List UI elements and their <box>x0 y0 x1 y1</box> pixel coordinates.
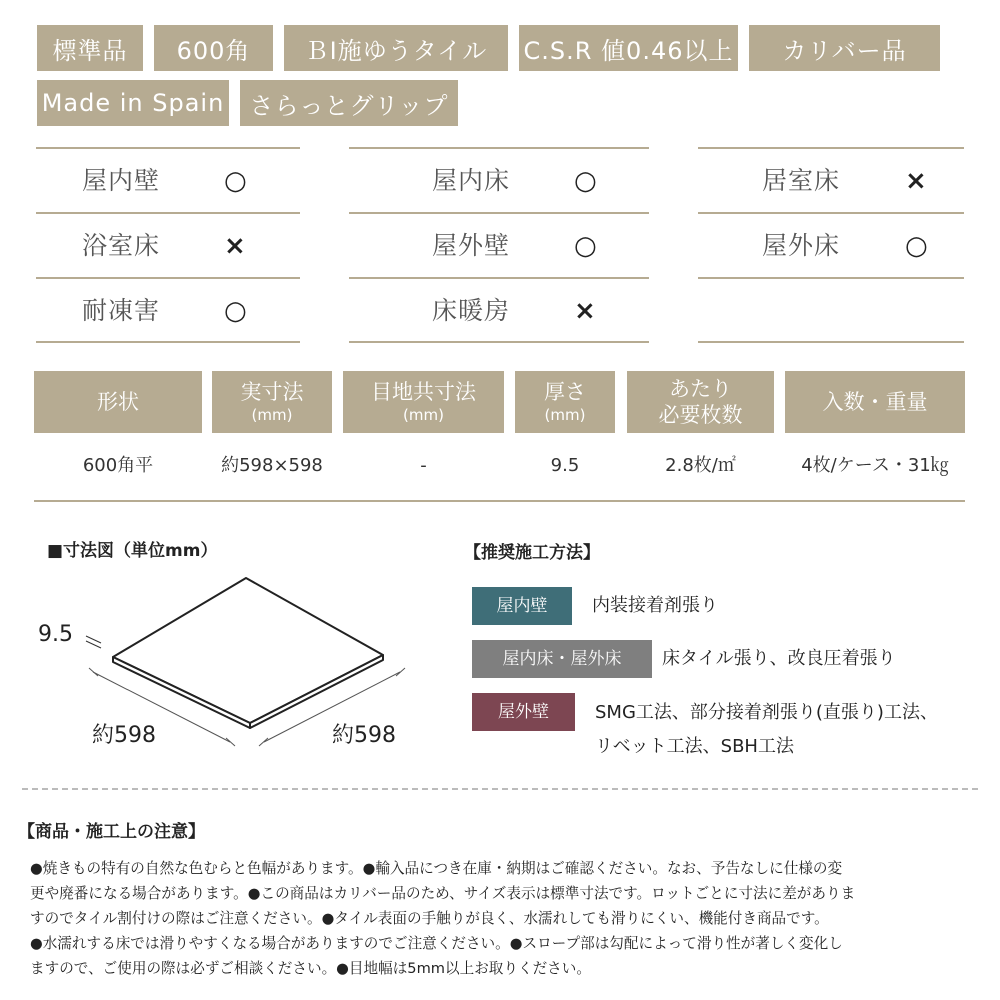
methods-title: 【推奨施工方法】 <box>464 543 600 563</box>
spec-header-unit: (mm) <box>251 406 293 424</box>
spec-value-joint-size: - <box>420 455 427 476</box>
tag-csr: C.S.R 値0.46以上 <box>519 25 738 71</box>
usage-cell <box>349 277 649 341</box>
notes-body <box>30 856 975 981</box>
usage-cell <box>36 277 300 341</box>
usage-label: 屋外壁 <box>432 231 511 260</box>
usage-cell <box>349 212 649 276</box>
tag-grip: さらっとグリップ <box>240 80 458 126</box>
usage-label: 屋内床 <box>432 166 511 195</box>
notes-line: すのでタイル割付けの際はご注意ください。●タイル表面の手触りが良く、水濡れしても滑りにくい、機能付き商品です。 <box>30 910 829 927</box>
method-text-indoor-wall: 内装接着剤張り <box>592 595 718 616</box>
spec-header-label: 入数・重量 <box>822 390 928 414</box>
depth-dimension-tick <box>259 738 268 746</box>
usage-label: 屋外床 <box>762 231 841 260</box>
spec-header-thickness <box>515 371 615 433</box>
usage-divider <box>36 341 300 343</box>
section-divider <box>22 788 978 790</box>
usage-cell <box>698 212 964 276</box>
method-badge-indoor-wall: 屋内壁 <box>472 587 572 625</box>
dimension-width: 約598 <box>92 723 156 748</box>
usage-mark: × <box>574 296 596 326</box>
notes-title: 【商品・施工上の注意】 <box>18 822 205 842</box>
method-text-outdoor-wall: SMG工法、部分接着剤張り(直張り)工法、 <box>595 702 938 723</box>
tag-caliber: カリバー品 <box>749 25 940 71</box>
usage-label: 床暖房 <box>432 296 511 325</box>
notes-line: 更や廃番になる場合があります。●この商品はカリバー品のため、サイズ表示は標準寸法です。ロットごとに寸法に差がありま <box>30 885 856 902</box>
usage-mark: ○ <box>224 296 247 326</box>
usage-mark: ○ <box>574 166 597 196</box>
usage-cell <box>698 147 964 211</box>
depth-dimension-tick <box>396 668 405 676</box>
spec-header-pieces <box>627 371 774 433</box>
spec-header-label: あたり <box>669 377 732 401</box>
tag-size: 600角 <box>154 25 273 71</box>
spec-header-shape <box>34 371 202 433</box>
usage-cell <box>36 212 300 276</box>
usage-mark: ○ <box>574 231 597 261</box>
usage-cell <box>36 147 300 211</box>
usage-divider <box>698 341 964 343</box>
usage-cell-empty <box>698 277 964 341</box>
spec-value-packing: 4枚/ケース・31㎏ <box>801 455 949 476</box>
width-dimension-tick <box>226 738 235 746</box>
usage-mark: × <box>224 231 246 261</box>
method-text-outdoor-wall-cont: リベット工法、SBH工法 <box>595 736 794 757</box>
spec-header-joint-size <box>343 371 504 433</box>
tag-standard: 標準品 <box>37 25 143 71</box>
notes-line: ●焼きもの特有の自然な色むらと色幅があります。●輸入品につき在庫・納期はご確認ください。なお、予告なしに仕様の変 <box>30 860 843 877</box>
notes-line: ますので、ご使用の際は必ずご相談ください。●目地幅は5mm以上お取りください。 <box>30 960 591 977</box>
width-dimension-tick <box>89 668 98 676</box>
spec-header-label: 形状 <box>97 390 139 414</box>
spec-header-label: 必要枚数 <box>658 403 743 427</box>
usage-label: 浴室床 <box>82 231 161 260</box>
spec-header-unit: (mm) <box>544 406 586 424</box>
spec-value-shape: 600角平 <box>82 455 154 476</box>
tag-tile-type: ＢⅠ施ゆうタイル <box>284 25 508 71</box>
spec-divider <box>34 500 965 502</box>
spec-header-label: 厚さ <box>544 380 586 404</box>
spec-header-label: 目地共寸法 <box>371 380 476 404</box>
dimension-title: ■寸法図（単位mm） <box>47 541 218 561</box>
spec-header-actual-size <box>212 371 332 433</box>
usage-mark: ○ <box>224 166 247 196</box>
notes-line: ●水濡れする床では滑りやすくなる場合がありますのでご注意ください。●スロープ部は勾配によって滑り性が著しく変化し <box>30 935 843 952</box>
usage-mark: ○ <box>905 231 928 261</box>
usage-label: 居室床 <box>762 166 841 195</box>
tag-origin: Made in Spain <box>37 80 229 126</box>
method-text-floor: 床タイル張り、改良圧着張り <box>662 648 896 669</box>
spec-value-pieces: 2.8枚/㎡ <box>665 455 736 476</box>
dimension-thickness: 9.5 <box>38 622 73 647</box>
spec-header-unit: (mm) <box>403 406 444 424</box>
spec-value-thickness: 9.5 <box>550 455 580 476</box>
usage-divider <box>349 341 649 343</box>
spec-header-packing <box>785 371 965 433</box>
spec-header-label: 実寸法 <box>240 380 304 404</box>
usage-label: 屋内壁 <box>82 166 161 195</box>
method-badge-floor: 屋内床・屋外床 <box>472 640 652 678</box>
spec-value-actual-size: 約598×598 <box>221 455 323 476</box>
usage-label: 耐凍害 <box>82 296 161 325</box>
usage-cell <box>349 147 649 211</box>
method-badge-outdoor-wall: 屋外壁 <box>472 693 575 731</box>
usage-mark: × <box>905 166 927 196</box>
dimension-depth: 約598 <box>332 723 396 748</box>
